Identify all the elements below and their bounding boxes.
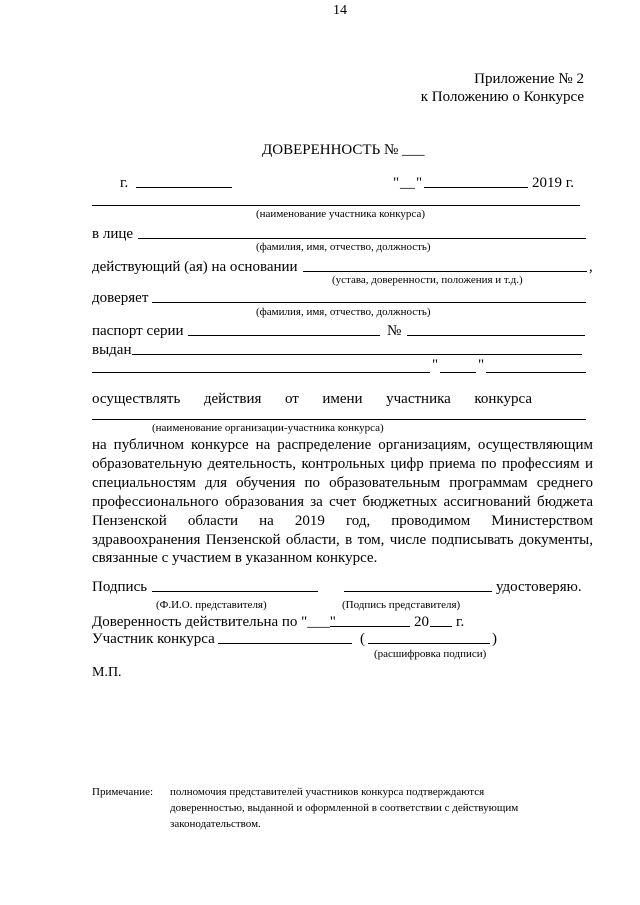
signature-certify: удостоверяю. [496,579,582,595]
signature-sign-field[interactable] [344,591,492,592]
act-word-2: действия [203,391,262,407]
body-line-3: специальностям для обучения по образовательным программам среднего [92,475,593,491]
caption-sign-representative: (Подпись представителя) [342,599,461,611]
label-in-person: в лице [92,226,134,242]
act-word-6: конкурса [474,391,532,407]
appendix-line-1: Приложение № 2 [474,71,584,87]
body-line-4: профессионального образования за счет бюджетных ассигнований бюджета [92,494,593,510]
date-day-field[interactable]: __ [400,175,415,191]
in-person-field[interactable] [138,238,586,239]
validity-suffix: г. [456,614,465,630]
caption-participant-name: (наименование участника конкурса) [256,208,425,220]
note-line-2: доверенностью, выданной и оформленной в соответствии с действующим [170,802,519,814]
signature-label: Подпись [92,579,148,595]
body-line-1: на публичном конкурсе на распределение организациям, осуществляющим [92,437,593,453]
act-on-behalf-line [92,390,532,408]
appendix-line-2: к Положению о Конкурсе [420,89,584,105]
date-open-quote: " [393,175,400,191]
body-line-5: Пензенской области на 2019 год, проводимом Министерством [92,513,593,529]
participant-sign-field[interactable] [218,643,352,644]
participant-close-paren: ) [492,631,497,647]
caption-fio-position-2: (фамилия, имя, отчество, должность) [256,306,431,318]
body-line-7: связанные с участием в указанном конкурсе. [92,550,378,566]
validity-year-field[interactable] [430,626,452,627]
caption-basis: (устава, доверенности, положения и т.д.) [332,274,523,286]
participant-label: Участник конкурса [92,631,215,647]
label-issued: выдан [92,342,132,358]
label-acting-on-basis: действующий (ая) на основании [92,259,298,275]
act-word-5: участника [386,391,451,407]
city-field[interactable] [136,187,232,188]
issued-date-quote-2: " [478,357,485,373]
validity-prefix: Доверенность действительна по "___" [92,614,336,630]
issued-day-field[interactable] [440,372,476,373]
basis-comma: , [589,259,593,275]
label-passport-series: паспорт серии [92,323,184,339]
issued-field[interactable] [132,354,582,355]
signature-fio-field[interactable] [152,591,318,592]
label-trusts: доверяет [92,290,149,306]
city-prefix: г. [120,175,129,191]
act-word-1: осуществлять [92,391,181,407]
body-line-6: здравоохранения Пензенской области, в том, числе подписывать документы, [92,532,593,548]
date-month-field[interactable] [424,187,528,188]
note-line-3: законодательством. [170,818,261,830]
document-title: ДОВЕРЕННОСТЬ № ___ [262,142,425,158]
issued-by-field[interactable] [92,372,430,373]
act-word-3: от [284,391,299,407]
caption-org-participant: (наименование организации-участника конкурса) [152,422,384,434]
participant-name-field[interactable] [92,205,580,206]
validity-century: 20 [414,614,429,630]
label-number-sign: № [387,323,402,339]
note-line-1: полномочия представителей участников конкурса подтверждаются [170,786,485,798]
stamp-place: М.П. [92,665,122,680]
passport-number-field[interactable] [407,335,585,336]
passport-series-field[interactable] [188,335,380,336]
participant-open-paren: ( [360,631,365,647]
validity-date-field[interactable] [330,626,410,627]
issued-month-year-field[interactable] [486,372,586,373]
issued-date-quote-1: " [432,357,439,373]
date-year: 2019 г. [532,175,574,191]
act-word-4: имени [322,391,363,407]
caption-decode-signature: (расшифровка подписи) [374,648,487,660]
note-label: Примечание: [92,786,154,798]
date-close-quote: " [416,175,423,191]
caption-fio-position-1: (фамилия, имя, отчество, должность) [256,241,431,253]
participant-decode-field[interactable] [368,643,490,644]
basis-field[interactable] [303,271,587,272]
org-participant-field[interactable] [92,419,586,420]
body-line-2: образовательную деятельность, контрольных цифр приема по профессиям и [92,456,593,472]
trusts-field[interactable] [152,302,586,303]
page-number: 14 [333,3,347,18]
caption-fio-representative: (Ф.И.О. представителя) [156,599,267,611]
